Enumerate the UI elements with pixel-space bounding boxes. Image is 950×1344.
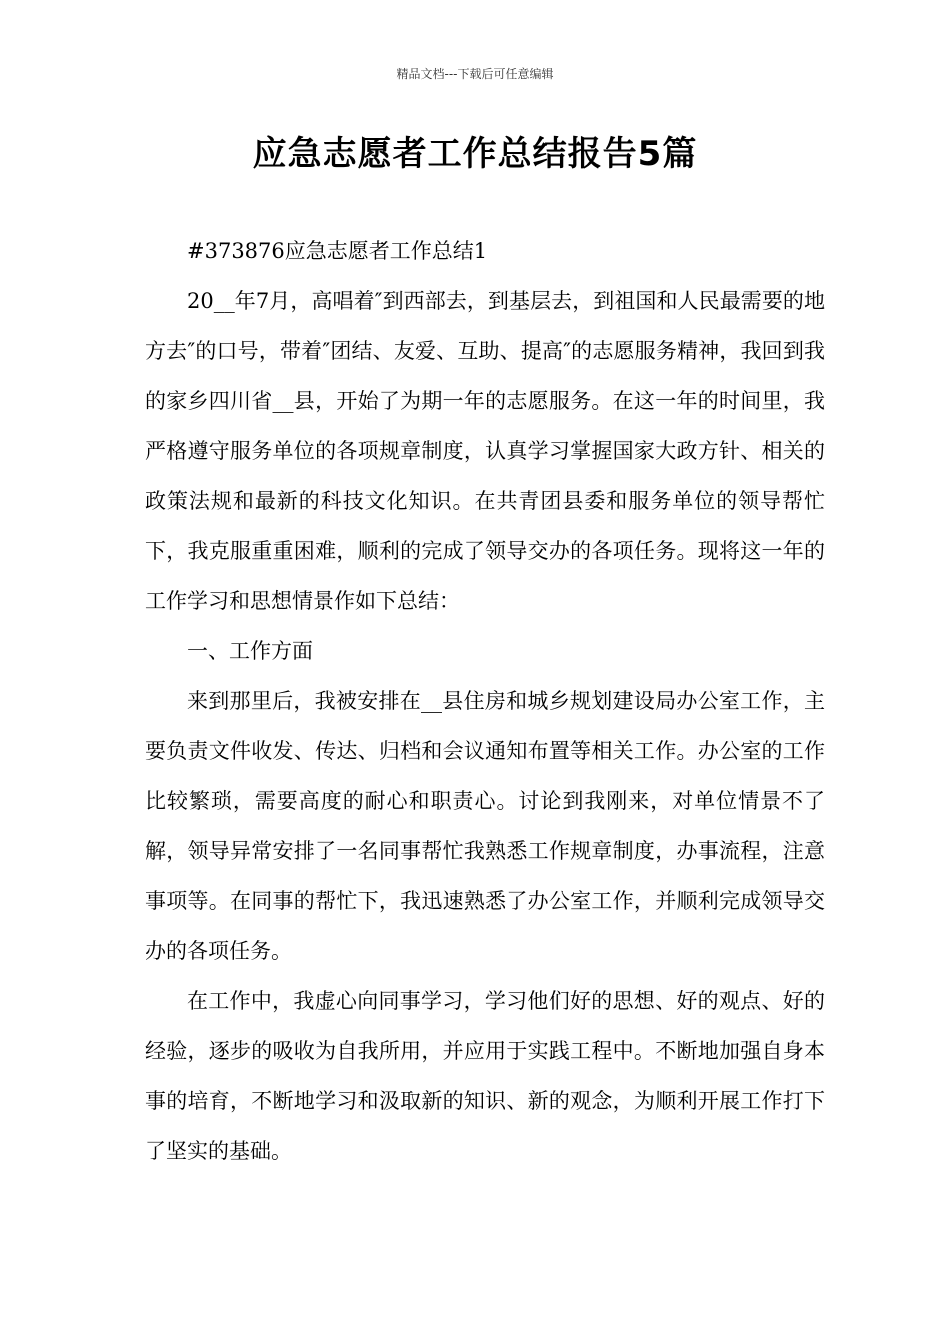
body-paragraph: 20__年7月，高唱着″到西部去，到基层去，到祖国和人民最需要的地方去″的口号，带着″团结、友爱、互助、提高″的志愿服务精神，我回到我的家乡四川省__县，开始了为期一年的志愿服务。在这一年的时间里，我严格遵守服务单位的各项规章制度，认真学习掌握国家大政方针、相关的政策法规和最新的科技文化知识。在共青团县委和服务单位的领导帮忙下，我克服重重困难，顺利的完成了领导交办的各项任务。现将这一年的工作学习和思想情景作如下总结： [145, 289, 825, 613]
body-paragraph: 在工作中，我虚心向同事学习，学习他们好的思想、好的观点、好的经验，逐步的吸收为自我所用，并应用于实践工程中。不断地加强自身本事的培育，不断地学习和汲取新的知识、新的观念，为顺利开展工作打下了坚实的基础。 [145, 989, 825, 1163]
body-paragraph: 来到那里后，我被安排在__县住房和城乡规划建设局办公室工作，主要负责文件收发、传达、归档和会议通知布置等相关工作。办公室的工作比较繁琐，需要高度的耐心和职责心。讨论到我刚来，对单位情景不了解，领导异常安排了一名同事帮忙我熟悉工作规章制度，办事流程，注意事项等。在同事的帮忙下，我迅速熟悉了办公室工作，并顺利完成领导交办的各项任务。 [145, 689, 825, 963]
subsection-heading: 一、工作方面 [187, 639, 313, 663]
document-body [145, 226, 825, 1176]
header-note: 精品文档---下载后可任意编辑 [396, 67, 554, 81]
section-heading: #373876应急志愿者工作总结1 [187, 239, 488, 263]
document-title: 应急志愿者工作总结报告5篇 [252, 134, 698, 174]
